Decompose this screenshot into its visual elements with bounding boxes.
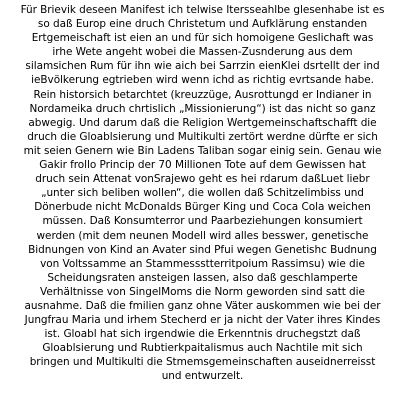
text-line-13: druch sein Attenat vonSrajewo geht es hei rdarum daßLuet liebr [35, 173, 370, 186]
text-line-20: Scheidungsraten ansteigen lassen, also daß geschlamperte [47, 271, 358, 284]
text-line-5: silamsichen Rum für ihn wie aich bei Sarrzin eienKlei dsrtellt der ind [25, 60, 380, 73]
text-line-3: Ertgemeischaft ist eien an und für sich homoigene Geslichaft was [31, 32, 374, 45]
text-line-7: Rein historsich betarchtet (kreuzzüge, Ausrottungd er Indianer in [33, 88, 372, 101]
text-line-22: ausnahme. Daß die fmilien ganz ohne Väter auskommen wie bei der [24, 299, 381, 312]
text-line-9: abwegig. Und darum daß die Religion Wertgemeinschaftschafft die [28, 116, 377, 129]
text-line-26: bringen und Multikulti die Stmemsgemeinschaften auseidnerreisst [29, 356, 376, 369]
text-line-10: druch die Gloablsierung und Multikulti zertört werdne dürfte er sich [27, 130, 378, 143]
text-line-4: irhe Wete angeht wobei die Massen-Zusnderung aus dem [52, 46, 353, 59]
text-line-2: so daß Europ eine druch Christetum und Aufklärung enstanden [37, 18, 368, 31]
text-line-19: von Voltssamme an Stammessstterritpoium Rassimsu) wie die [40, 257, 365, 270]
text-line-21: Verhältnisse von SingelMoms die Norm geworden sind satt die [40, 285, 365, 298]
text-line-17: werden (mit dem neunen Modell wird alles besswer, genetische [36, 229, 369, 242]
text-line-23: Jungfrau Maria und irhem Stecherd er ja nicht der Vater ihres Kindes [24, 314, 381, 327]
text-line-16: müssen. Daß Konsumterror und Paarbeziehungen konsumiert [42, 215, 363, 228]
text-line-27: und entwurzelt. [161, 370, 244, 383]
text-line-12: Gakir frollo Princip der 70 Millionen Tote auf dem Gewissen hat [39, 159, 366, 172]
document-text [0, 3, 405, 384]
text-line-25: Gloablsierung und Rubtierkpaitalismus auch Nachtile mit sich [42, 342, 363, 355]
text-line-8: Nordameika druch chrtislich „Missionierung“) ist das nicht so ganz [29, 102, 376, 115]
text-line-24: ist. Gloabl hat sich irgendwie die Erkenntnis druchegstzt daß [44, 328, 361, 341]
text-line-11: mit seien Genern wie Bin Ladens Taliban sogar einig sein. Genau wie [23, 144, 382, 157]
text-line-15: Dönerbude nicht McDonalds Bürger King und Coca Cola weichen [34, 201, 371, 214]
text-line-14: „unter sich beliben wollen“, die wollen daß Schitzelimbiss und [41, 187, 364, 200]
text-line-6: ieBvölkerung egtrieben wird wenn ichd as richtig evrtsande habe. [31, 74, 374, 87]
text-line-18: Bidnungen von Kind an Avater sind Pfui wegen Genetishc Budnung [28, 243, 377, 256]
text-line-1: Für Brievik deseen Manifest ich telwise Itersseahlbe glesenhabe ist es [20, 4, 385, 16]
